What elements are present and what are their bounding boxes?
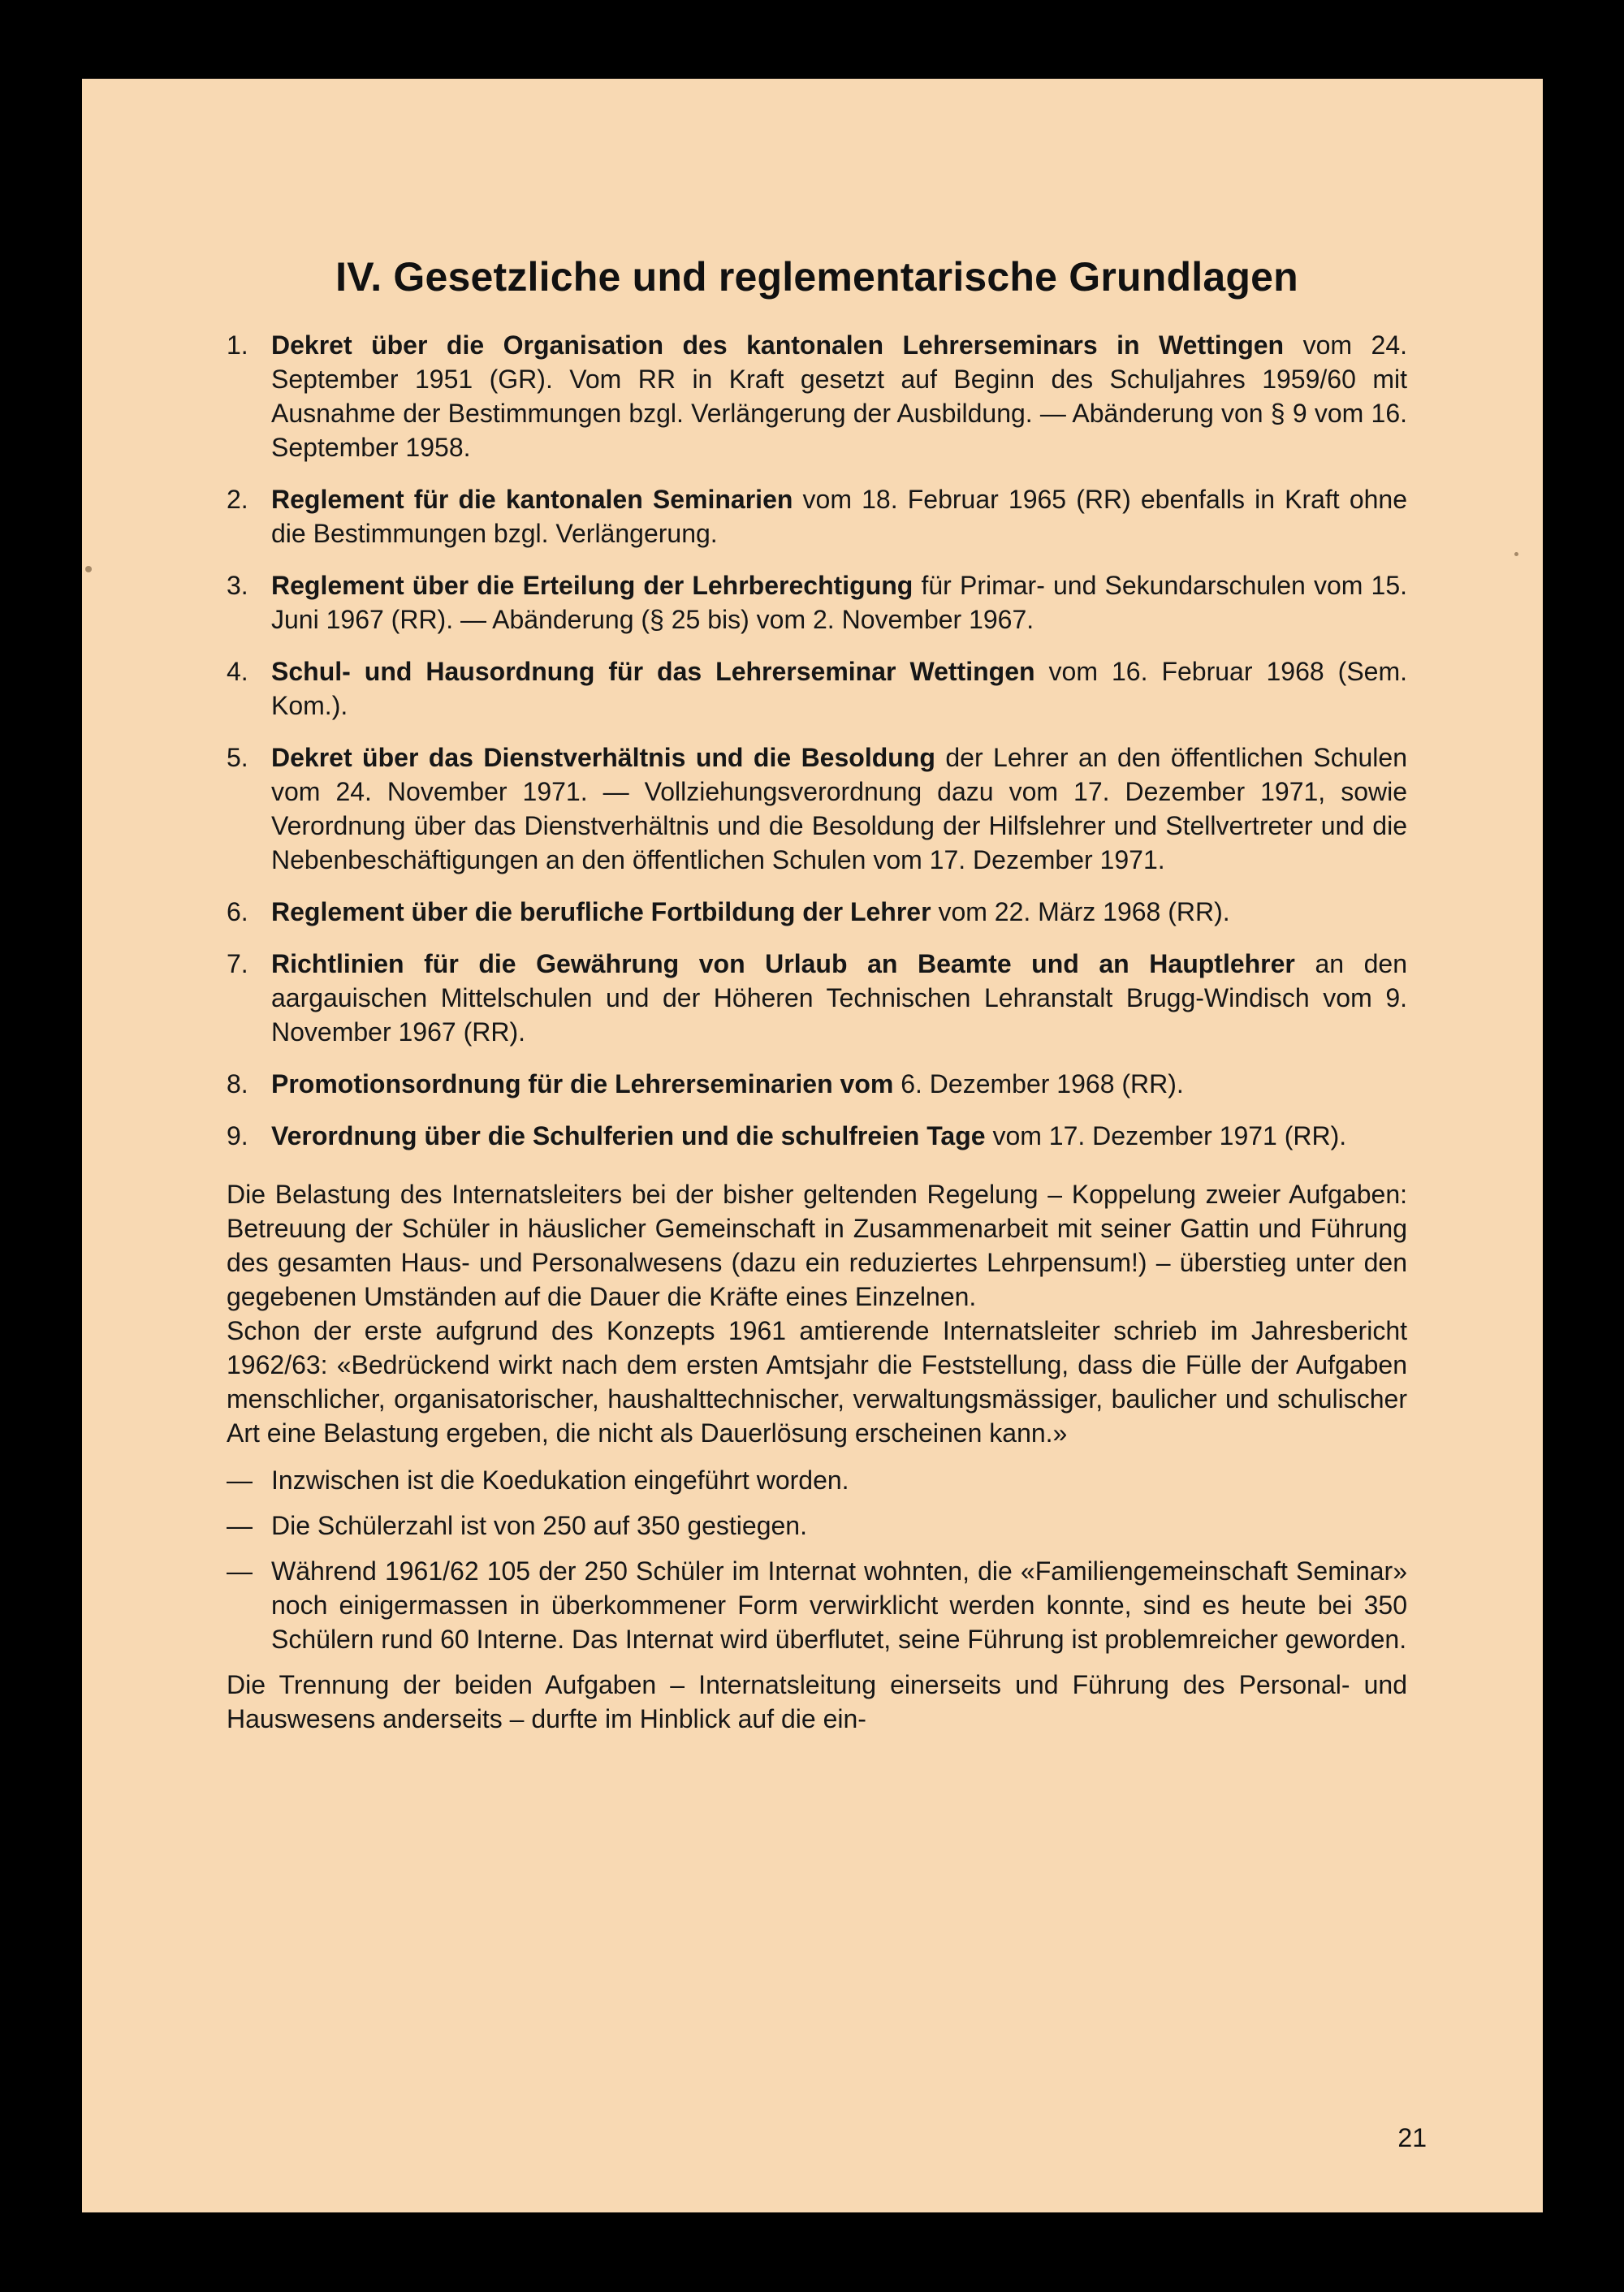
- list-item: [227, 654, 1407, 723]
- list-item-lead: Reglement für die kantonalen Seminarien: [271, 485, 793, 514]
- paper-speck: [1514, 552, 1518, 556]
- page-number: 21: [1397, 2123, 1427, 2152]
- section-title: IV. Gesetzliche und reglementarische Grundlagen: [335, 254, 1298, 300]
- list-item-text: [271, 568, 1407, 637]
- list-item-number: 8.: [227, 1069, 248, 1099]
- list-item-lead: Dekret über die Organisation des kantonalen Lehrerseminars in Wettingen: [271, 330, 1285, 360]
- list-item-number: 1.: [227, 330, 248, 360]
- list-item: [227, 1067, 1407, 1101]
- list-item-text: [271, 654, 1407, 723]
- dash-marker: —: [227, 1556, 253, 1586]
- list-item-text: [271, 482, 1407, 550]
- list-item-number: 6.: [227, 897, 248, 926]
- dash-list-item: [227, 1554, 1407, 1656]
- list-item-number: 9.: [227, 1121, 248, 1150]
- list-item-lead: Reglement über die Erteilung der Lehrberechtigung: [271, 571, 914, 600]
- dash-list-item: [227, 1509, 1407, 1543]
- list-item-lead: Promotionsordnung für die Lehrerseminarien vom: [271, 1069, 894, 1099]
- list-item: [227, 740, 1407, 877]
- list-item-detail: 6. Dezember 1968 (RR).: [893, 1069, 1184, 1099]
- list-item-detail: vom 17. Dezember 1971 (RR).: [985, 1121, 1347, 1150]
- paragraph: Schon der erste aufgrund des Konzepts 1961 amtierende Internatsleiter schrieb im Jahresbericht 1962/63: «Bedrückend wirkt nach dem ersten Amtsjahr die Feststellung, dass die Fülle der Aufgaben menschlicher, organisatorischer, haushalttechnischer, verwaltungsmässiger, baulicher und schulischer Art eine Belastung ergeben, die nicht als Dauerlösung erscheinen kann.»: [227, 1316, 1407, 1448]
- list-item-number: 3.: [227, 571, 248, 600]
- paper-speck: [85, 566, 92, 572]
- list-item-lead: Schul- und Hausordnung für das Lehrerseminar Wettingen: [271, 657, 1035, 686]
- list-item-number: 2.: [227, 485, 248, 514]
- dash-marker: —: [227, 1511, 253, 1540]
- list-item-detail: für Primar- und Sekundarschulen vom 15. Juni 1967 (RR). — Abänderung (§ 25 bis) vom 2. November 1967.: [271, 571, 1408, 634]
- regulation-list: [227, 328, 1407, 1153]
- list-item-lead: Richtlinien für die Gewährung von Urlaub an Beamte und an Hauptlehrer: [271, 949, 1295, 978]
- list-item-text: [271, 1067, 1407, 1101]
- list-item-lead: Reglement über die berufliche Fortbildung der Lehrer: [271, 897, 931, 926]
- list-item-detail: der Lehrer an den öffentlichen Schulen vom 24. November 1971. — Vollziehungsverordnung dazu vom 17. Dezember 1971, sowie Verordnung über das Dienstverhältnis und die Besoldung der Hilfslehrer und Stellvertreter und die Nebenbeschäftigungen an den öffentlichen Schulen vom 17. Dezember 1971.: [271, 743, 1408, 874]
- dash-list-item: [227, 1463, 1407, 1497]
- list-item-number: 5.: [227, 743, 248, 772]
- list-item-number: 7.: [227, 949, 248, 978]
- list-item-text: [271, 328, 1407, 464]
- list-item-text: [271, 1119, 1407, 1153]
- body-text-block: [227, 1177, 1407, 1736]
- list-item-detail: vom 16. Februar 1968 (Sem. Kom.).: [271, 657, 1408, 720]
- list-item: [227, 1119, 1407, 1153]
- paragraph: Die Belastung des Internatsleiters bei der bisher geltenden Regelung – Koppelung zweier Aufgaben: Betreuung der Schüler in häuslicher Gemeinschaft in Zusammenarbeit mit seiner Gattin und Führung des gesamten Haus- und Personalwesens (dazu ein reduziertes Lehrpensum!) – überstieg unter den gegebenen Umständen auf die Dauer die Kräfte eines Einzelnen.: [227, 1180, 1407, 1311]
- list-item: [227, 328, 1407, 464]
- dash-marker: —: [227, 1465, 253, 1495]
- dash-list-text: Die Schülerzahl ist von 250 auf 350 gestiegen.: [271, 1511, 807, 1540]
- list-item-lead: Verordnung über die Schulferien und die schulfreien Tage: [271, 1121, 986, 1150]
- list-item-detail: vom 24. September 1951 (GR). Vom RR in Kraft gesetzt auf Beginn des Schuljahres 1959/60 mit Ausnahme der Bestimmungen bzgl. Verlängerung der Ausbildung. — Abänderung von § 9 vom 16. September 1958.: [271, 330, 1408, 462]
- dash-list: [227, 1463, 1407, 1656]
- dash-list-text: Inzwischen ist die Koedukation eingeführt worden.: [271, 1465, 849, 1495]
- paragraph: Die Trennung der beiden Aufgaben – Internatsleitung einerseits und Führung des Personal- und Hauswesens anderseits – durfte im Hinblick auf die ein-: [227, 1670, 1407, 1733]
- list-item-number: 4.: [227, 657, 248, 686]
- list-item-detail: vom 22. März 1968 (RR).: [931, 897, 1230, 926]
- list-item: [227, 568, 1407, 637]
- list-item-lead: Dekret über das Dienstverhältnis und die Besoldung: [271, 743, 935, 772]
- list-item-text: [271, 740, 1407, 877]
- list-item: [227, 895, 1407, 929]
- list-item: [227, 947, 1407, 1049]
- list-item-text: [271, 895, 1407, 929]
- page-content: [227, 253, 1407, 1736]
- document-page: [82, 79, 1543, 2212]
- list-item-detail: an den aargauischen Mittelschulen und der Höheren Technischen Lehranstalt Brugg-Windisch vom 9. November 1967 (RR).: [271, 949, 1408, 1047]
- dash-list-text: Während 1961/62 105 der 250 Schüler im Internat wohnten, die «Familiengemeinschaft Seminar» noch einigermassen in überkommener Form verwirklicht werden konnte, sind es heute bei 350 Schülern rund 60 Interne. Das Internat wird überflutet, seine Führung ist problemreicher geworden.: [271, 1556, 1407, 1654]
- list-item: [227, 482, 1407, 550]
- list-item-text: [271, 947, 1407, 1049]
- list-item-detail: vom 18. Februar 1965 (RR) ebenfalls in Kraft ohne die Bestimmungen bzgl. Verlängerung.: [271, 485, 1408, 548]
